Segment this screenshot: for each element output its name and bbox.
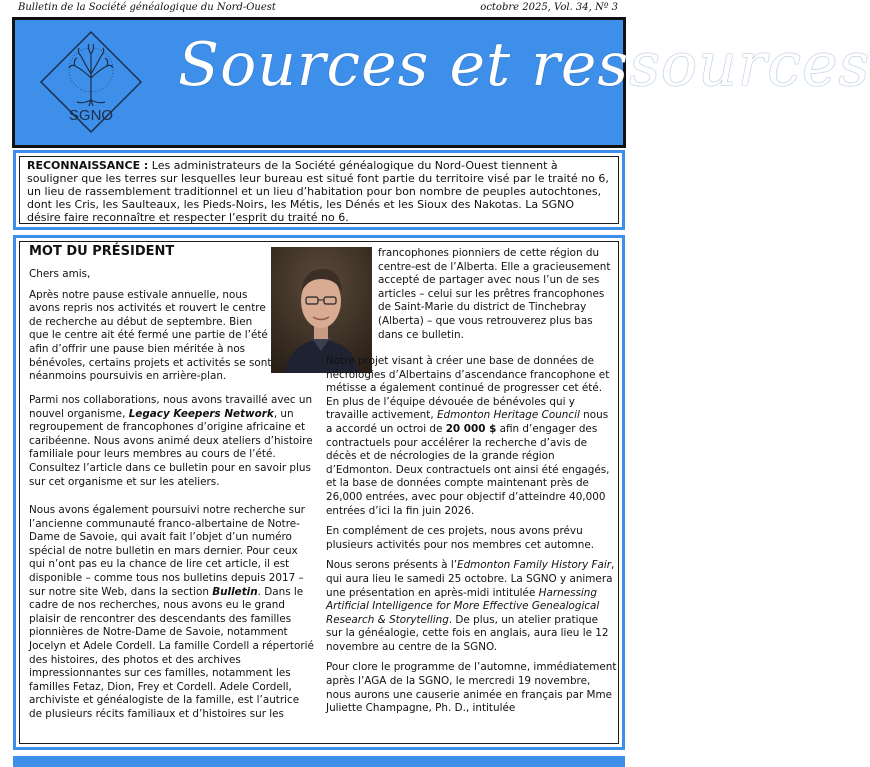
paragraph-8: Pour clore le programme de l’automne, immédiatement après l’AGA de la SGNO, le mercredi 19 novembre, nous aurons une causerie animée en français par Mme Juliette Champagne, Ph. D., intitulée	[326, 661, 617, 715]
bottom-bar	[13, 756, 625, 767]
bulletin-name: Bulletin de la Société généalogique du Nord-Ouest	[18, 2, 276, 13]
talk-title: Harnessing Artificial Intelligence for More Effective Genealogical Research & Storytelling	[326, 586, 600, 626]
sgno-logo	[39, 30, 143, 134]
paragraph-2: Parmi nos collaborations, nous avons travaillé avec un nouvel organisme, Legacy Keepers Network, un regroupement de francophones d’origine africaine et caribéenne. Nous avons animé deux ateliers d’histoire familiale pour leurs membres au cours de l’été. Consultez l’article dans ce bulletin pour en savoir plus sur cet organisme et sur les ateliers.	[29, 394, 313, 488]
title-banner	[12, 17, 870, 148]
acknowledgement-body: Les administrateurs de la Société généalogique du Nord-Ouest tiennent à souligner que les terres sur lesquelles leur bureau est situé font partie du territoire visé par le traité no 6, un lieu de rassemblement traditionnel et un lieu d’habitation pour bon nombre de peuples autochtones, dont les Cris, les Saulteaux, les Pieds-Noirs, les Métis, les Dénés et les Sioux des Nakotas. La SGNO désire faire reconnaître et respecter l’esprit du traité no 6.	[27, 159, 609, 224]
paragraph-4: francophones pionniers de cette région du centre-est de l’Alberta. Elle a gracieusement accepté de partager avec nous l’un de ses articles – celui sur les prêtres francophones de Saint-Marie du district de Tinchebray (Alberta) – que vous retrouverez plus bas dans ce bulletin.	[378, 247, 611, 341]
paragraph-5: Notre projet visant à créer une base de données de nécrologies d’Albertains d’ascendance francophone et métisse a également continué de progresser cet été. En plus de l’équipe dévouée de bénévoles qui y travaille activement, Edmonton Heritage Council nous a accordé un octroi de 20 000 $ afin d’engager des contractuels pour accélérer la recherche d’avis de décès et de nécrologies de la grande région d’Edmonton. Deux contractuels ont ainsi été engagés, et la base de données compte maintenant près de 26,000 entrées, avec pour objectif d’atteindre 40,000 entrées d’ici la fin juin 2026.	[326, 355, 610, 517]
article-column-2a	[378, 247, 616, 349]
salutation: Chers amis,	[29, 268, 91, 280]
issue-info: octobre 2025, Vol. 34, Nº 3	[480, 2, 618, 13]
legacy-keepers-name: Legacy Keepers Network	[128, 407, 274, 420]
acknowledgement-box	[13, 150, 625, 230]
grant-amount: 20 000 $	[445, 422, 497, 435]
paragraph-6: En complément de ces projets, nous avons prévu plusieurs activités pour nos membres cet automne.	[326, 525, 595, 551]
article-column-1b	[29, 394, 314, 496]
logo-text: SGNO	[68, 107, 114, 124]
heritage-council-name: Edmonton Heritage Council	[436, 409, 580, 422]
acknowledgement-label: RECONNAISSANCE :	[27, 159, 149, 172]
fair-name: Edmonton Family History Fair	[457, 559, 612, 572]
article-heading: MOT DU PRÉSIDENT	[29, 244, 175, 259]
bulletin-section-name: Bulletin	[212, 585, 258, 598]
acknowledgement-text	[19, 156, 619, 224]
running-header	[18, 2, 618, 14]
article-column-2b	[326, 355, 617, 723]
paragraph-3: Nous avons également poursuivi notre recherche sur l’ancienne communauté franco-albertaine de Notre-Dame de Savoie, qui avait fait l’objet d’un numéro spécial de notre bulletin en mars dernier. Pour ceux qui n’ont pas eu la chance de lire cet article, il est disponible – comme tous nos bulletins depuis 2017 – sur notre site Web, dans la section Bulletin. Dans le cadre de nos recherches, nous avons eu le grand plaisir de rencontrer des descendants des familles pionnières de Notre-Dame de Savoie, notamment Jocelyn et Adele Cordell. La famille Cordell a répertorié des histoires, des photos et des archives impressionnantes sur ces familles, notamment les familles Fetaz, Dion, Frey et Cordell. Adele Cordell, archiviste et généalogiste de la famille, est l’autrice de plusieurs récits familiaux et d’histoires sur les	[29, 504, 314, 720]
newsletter-title: Sources et ressources	[178, 30, 870, 100]
article-column-1c	[29, 504, 314, 729]
tree-icon	[69, 44, 113, 106]
president-article	[13, 235, 625, 750]
paragraph-7: Nous serons présents à l’Edmonton Family History Fair, qui aura lieu le samedi 25 octobre. La SGNO y animera une présentation en après-midi intitulée Harnessing Artificial Intelligence for More Effective Genealogical Research & Storytelling. De plus, un atelier pratique sur la généalogie, cette fois en anglais, aura lieu le 12 novembre au centre de la SGNO.	[326, 559, 615, 653]
paragraph-1: Après notre pause estivale annuelle, nous avons repris nos activités et rouvert le centre de recherche au début de septembre. Bien que le centre ait été fermé une partie de l’été afin d’offrir une pause bien méritée à nos bénévoles, certains projets et activités se sont néanmoins poursuivis en arrière-plan.	[29, 288, 272, 383]
article-column-1a	[29, 268, 273, 391]
